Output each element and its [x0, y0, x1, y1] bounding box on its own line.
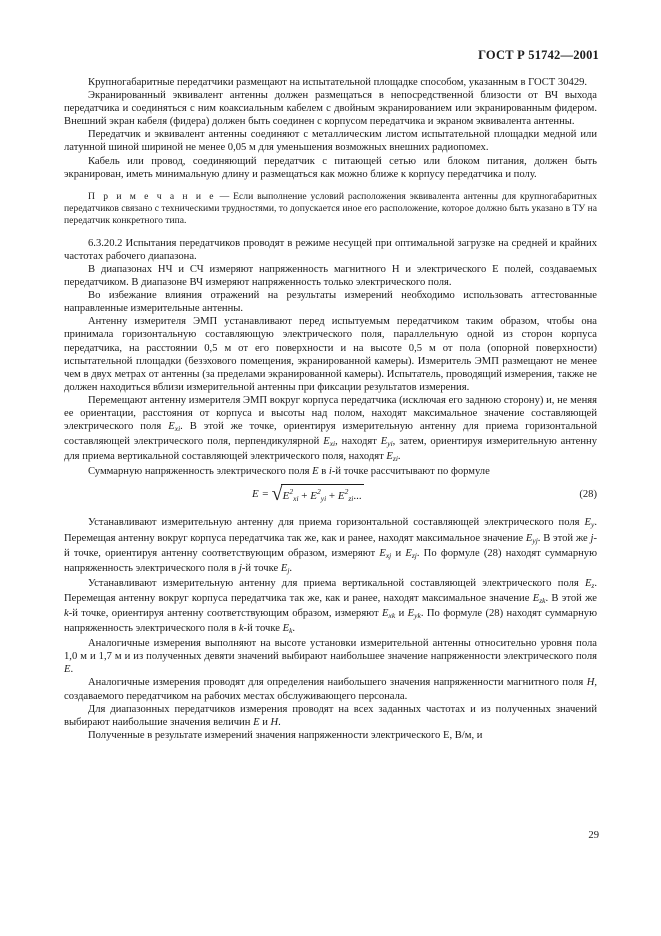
formula-28: [64, 480, 597, 510]
paragraph: Во избежание влияния отражений на результаты измерений необходимо использовать аттестованные направленные измерительные антенны.: [64, 290, 597, 315]
paragraph: Полученные в результате измерений значения напряженности электрического E, В/м, и: [88, 729, 483, 741]
page-number: 29: [588, 830, 599, 841]
note-text: — Если выполнение условий расположения эквивалента антенны для крупногабаритных передатчиков связано с техническими трудностями, то допускается иное его расположение, которое должно быть указано в ТУ на передатчик конкретного типа.: [64, 190, 597, 226]
paragraph: Аналогичные измерения выполняют на высоте установки измерительной антенны относительно уровня пола 1,0 м и 1,7 м и из полученных девяти значений выбирают наибольшее значение напряженности электрического поля E.: [64, 638, 597, 676]
paragraph: Устанавливают измерительную антенну для приема вертикальной составляющей электрического поля $E_z$. Перемещая антенну вокруг корпуса передатчика так же, как и ранее, находят максимальное значение $E_{zk}$. В этой же k-й точке, ориентируя антенну соответствующим образом, измеряют $E_{xk}$ и $E_{yk}$. По формуле (28) находят суммарную напряженность электрического поля в k-й точке $E_k$.: [64, 577, 598, 636]
page-body: [64, 76, 597, 742]
paragraph: 6.3.20.2 Испытания передатчиков проводят в режиме несущей при оптимальной загрузке на средней и крайних частотах рабочего диапазона.: [64, 237, 597, 262]
paragraph: Антенну измерителя ЭМП устанавливают перед испытуемым передатчиком таким образом, чтобы она принимала горизонтальную составляющую электрического поля, параллельную одной из сторон корпуса передатчика, на расстоянии 0,5 м от его поверхности и на высоте 0,5 м от пола (опорной поверхности) испытательной площадки (безэхового помещения, экранированной камеры). Измеритель ЭМП размещают не менее чем в двух метрах от антенны (за пределами экранированной камеры). Испытатель, проводящий измерения, также не должен находиться вблизи измерительной антенны при фиксации результатов измерения.: [64, 316, 597, 393]
paragraph: Аналогичные измерения проводят для определения наибольшего значения напряженности магнитного поля H, создаваемого передатчиком на рабочих местах обслуживающего персонала.: [64, 677, 597, 702]
paragraph: Экранированный эквивалент антенны должен размещаться в непосредственной близости от ВЧ выхода передатчика и соединяться с ним коаксиальным кабелем с двойным экранированием или экранированным фидером. Внешний экран кабеля (фидера) должен быть соединен с корпусом передатчика и экраном эквивалента антенны.: [64, 90, 597, 128]
document-code-header: ГОСТ Р 51742—2001: [478, 48, 599, 62]
paragraph: Крупногабаритные передатчики размещают на испытательной площадке способом, указанным в ГОСТ 30429.: [88, 77, 588, 88]
note: [64, 191, 597, 227]
paragraph: Суммарную напряженность электрического поля E в i-й точке рассчитывают по формуле: [88, 466, 490, 478]
formula-number: (28): [579, 489, 597, 501]
paragraph: Устанавливают измерительную антенну для приема горизонтальной составляющей электрического поля $E_y$. Перемещая антенну вокруг корпуса передатчика так же, как и ранее, находят максимальное значение $E_{yj}$. В этой же j-й точке, ориентируя антенну соответствующим образом, измеряют $E_{xj}$ и $E_{zj}$. По формуле (28) находят суммарную напряженность электрического поля в j-й точке $E_j$.: [64, 517, 597, 575]
formula-expression: $E = √E^2_{xi} + E^2_{yi} + E^2_{zi}$...: [252, 483, 362, 506]
note-label: П р и м е ч а н и е: [88, 190, 216, 202]
paragraph: Передатчик и эквивалент антенны соединяют с металлическим листом испытательной площадки медной или латунной шиной шириной не менее 0,05 м для уменьшения возможных внешних радиопомех.: [64, 129, 597, 154]
paragraph: В диапазонах НЧ и СЧ измеряют напряженность магнитного H и электрического E полей, создаваемых передатчиком. В диапазоне ВЧ измеряют напряженность только электрического поля.: [64, 263, 597, 289]
paragraph: Перемещают антенну измерителя ЭМП вокруг корпуса передатчика (исключая его заднюю сторону) и, не меняя ее ориентации, расстояния от корпуса и высоты над полом, находят максимальное значение составляющей электрического поля $E_{xi}$. В этой же точке, ориентируя измерительную антенну для приема горизонтальной составляющей электрического поля, перпендикулярной $E_{xi}$, находят $E_{yi}$, затем, ориентируя измерительную антенну для приема вертикальной составляющей электрического поля, находят $E_{zi}$.: [64, 394, 598, 464]
sqrt-sign: $√E^2_{xi} + E^2_{yi} + E^2_{zi}$...: [271, 483, 362, 506]
paragraph: Для диапазонных передатчиков измерения проводят на всех заданных частотах и из полученных значений выбирают наибольшие значения величин E и H.: [64, 703, 597, 728]
paragraph: Кабель или провод, соединяющий передатчик с питающей сетью или блоком питания, должен быть экранирован, иметь минимальную длину и размещаться как можно ближе к корпусу передатчика и полу.: [64, 155, 597, 180]
